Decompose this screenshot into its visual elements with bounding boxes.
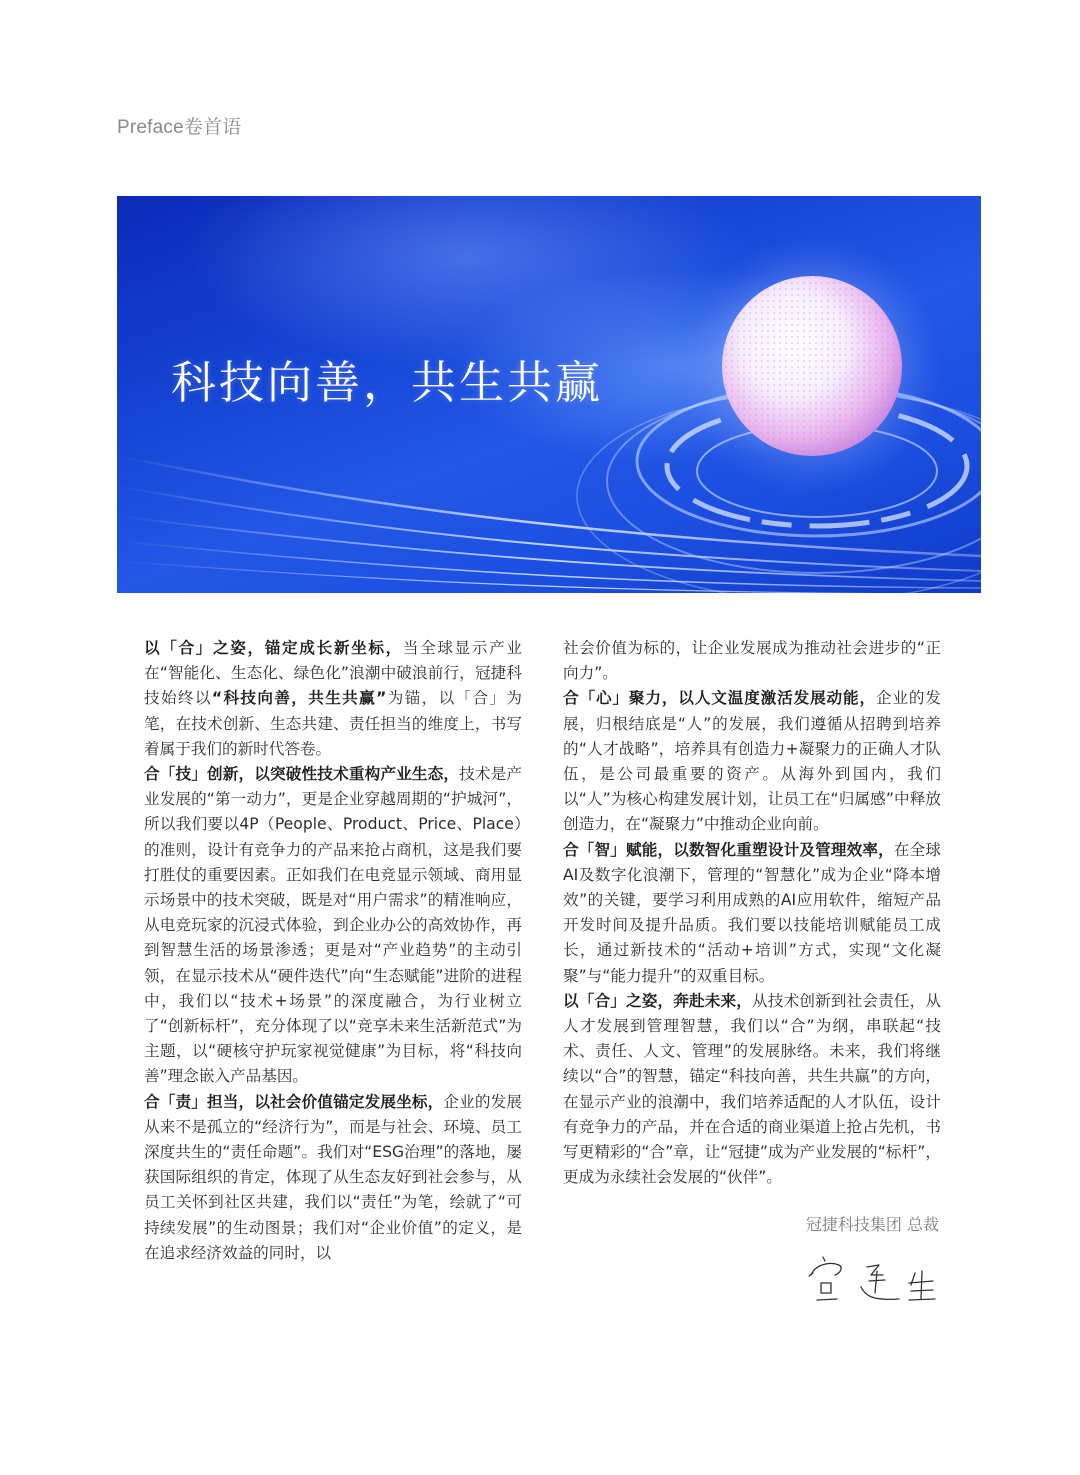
paragraph-technology — [144, 762, 522, 1090]
paragraph-lead: 合「技」创新，以突破性技术重构产业生态， — [144, 765, 460, 784]
paragraph-responsibility — [144, 1090, 522, 1266]
paragraph-lead: 以「合」之姿，奔赴未来， — [563, 991, 753, 1010]
paragraph-future — [563, 989, 941, 1191]
paragraph-body: 为锚，以「合」为笔，在技术创新、生态共建、责任担当的维度上，书写着属于我们的新时代答卷。 — [144, 689, 522, 758]
paragraph-lead: 合「责」担当，以社会价值锚定发展坐标， — [144, 1092, 444, 1111]
paragraph-people — [563, 686, 941, 837]
signoff-title: 冠捷科技集团 总裁 — [805, 1215, 939, 1234]
paragraph-body: 技术是产业发展的“第一动力”，更是企业穿越周期的“护城河”，所以我们要以4P（People、Product、Price、Place）的准则，设计有竞争力的产品来抢占商机，这是我们要打胜仗的重要因素。正如我们在电竞显示领域、商用显示场景中的技术突破，既是对“用户需求”的精准响应，从电竞玩家的沉浸式体验，到企业办公的高效协作，再到智慧生活的场景渗透；更是对“产业趋势”的主动引领，在显示技术从“硬件迭代”向“生态赋能”进阶的进程中，我们以“技术+场景”的深度融合，为行业树立了“创新标杆”，充分体现了以“竞享未来生活新范式”为主题，以“硬核守护玩家视觉健康”为目标，将“科技向善”理念嵌入产品基因。 — [144, 765, 522, 1086]
signature-image — [805, 1253, 940, 1308]
article-column-left — [144, 636, 522, 1266]
paragraph-lead: 合「心」聚力，以人文温度激活发展动能， — [563, 689, 876, 708]
paragraph-body: 在全球AI及数字化浪潮下，管理的“智慧化”成为企业“降本增效”的关键，要学习利用成熟的AI应用软件，缩短产品开发时间及提升品质。我们要以技能培训赋能员工成长，通过新技术的“活动+培训”方式，实现“文化凝聚”与“能力提升”的双重目标。 — [563, 840, 941, 985]
paragraph-body: 企业的发展从来不是孤立的“经济行为”，而是与社会、环境、员工深度共生的“责任命题”。我们对“ESG治理”的落地，屡获国际组织的肯定，体现了从生态友好到社会参与，从员工关怀到社区共建，我们以“责任”为笔，绘就了“可持续发展”的生动图景；我们对“企业价值”的定义，是在追求经济效益的同时，以 — [144, 1092, 522, 1262]
banner-title: 科技向善，共生共赢 — [171, 356, 604, 409]
section-label-preface: Preface卷首语 — [117, 117, 242, 138]
paragraph-lead: 以「合」之姿，锚定成长新坐标， — [144, 639, 403, 657]
paragraph-emphasis: “科技向善，共生共赢” — [211, 689, 387, 708]
paragraph-body: 社会价值为标的，让企业发展成为推动社会进步的“正向力”。 — [563, 639, 941, 683]
paragraph-body: 从技术创新到社会责任，从人才发展到管理智慧，我们以“合”为纲，串联起“技术、责任、人文、管理”的发展脉络。未来，我们将继续以“合”的智慧，锚定“科技向善，共生共赢”的方向，在显示产业的浪潮中，我们培养适配的人才队伍，设计有竞争力的产品，并在合适的商业渠道上抢占先机，书写更精彩的“合”章，让“冠捷”成为产业发展的“标杆”，更成为永续社会发展的“伙伴”。 — [563, 991, 941, 1187]
paragraph-intelligence — [563, 838, 941, 989]
article-column-right — [563, 636, 941, 1190]
hero-banner — [117, 196, 981, 593]
paragraph-lead: 合「智」赋能，以数智化重塑设计及管理效率， — [563, 840, 894, 859]
paragraph-body: 当全球显示产业在“智能化、生态化、绿色化”浪潮中破浪前行，冠捷科技始终以 — [144, 639, 522, 708]
paragraph-continuation — [563, 636, 941, 686]
handwritten-signature-icon — [805, 1253, 940, 1308]
paragraph-body: 企业的发展，归根结底是“人”的发展，我们遵循从招聘到培养的“人才战略”，培养具有创造力+凝聚力的正确人才队伍，是公司最重要的资产。从海外到国内，我们以“人”为核心构建发展计划，让员工在“归属感”中释放创造力，在“凝聚力”中推动企业向前。 — [563, 689, 941, 834]
paragraph-intro — [144, 636, 522, 762]
